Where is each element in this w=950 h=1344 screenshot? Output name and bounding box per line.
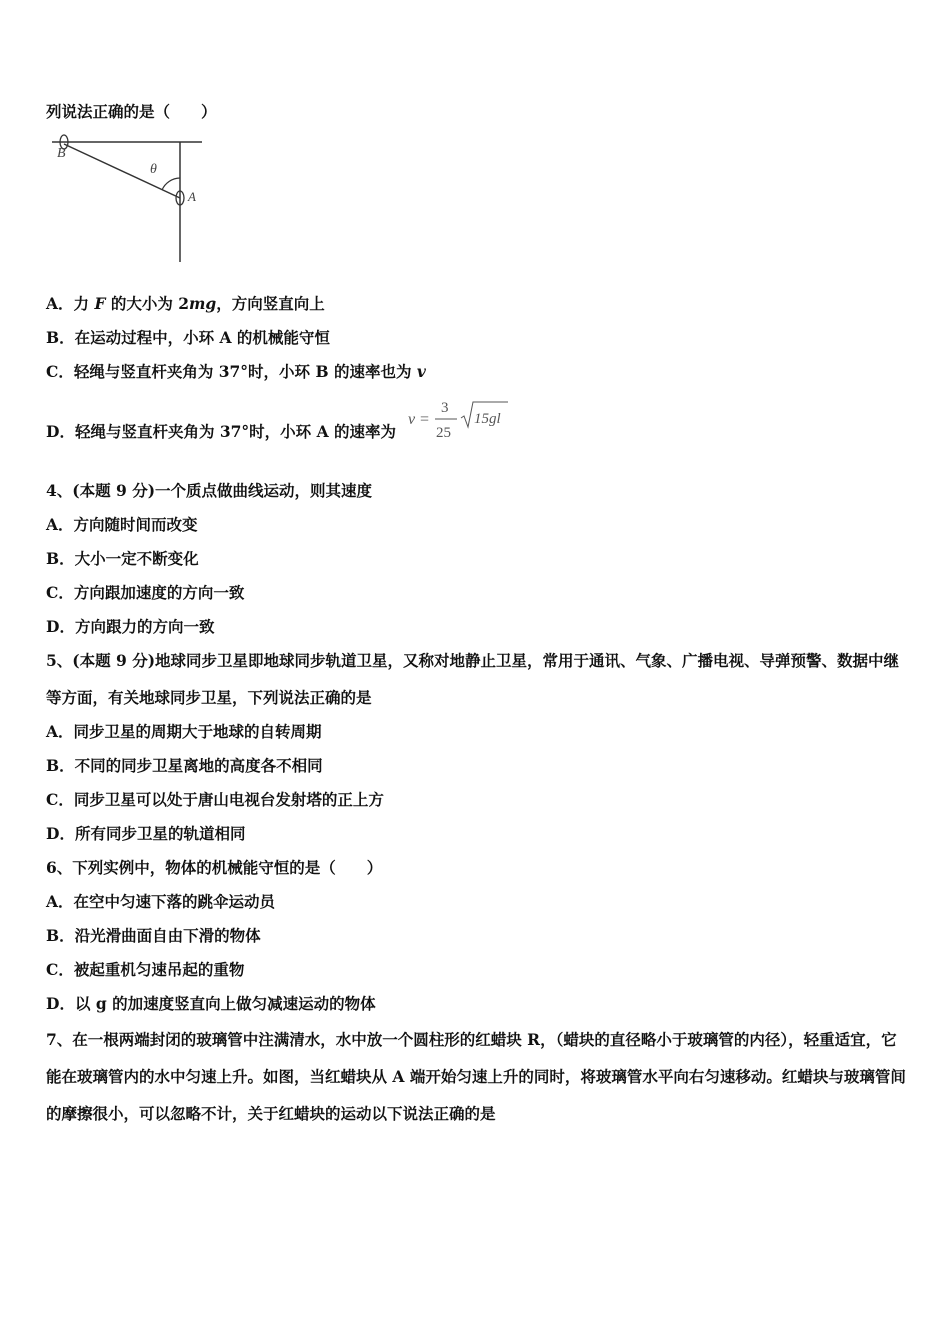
label-b: B	[57, 146, 66, 161]
question-stem-tail: 列说法正确的是（ ）	[46, 102, 217, 121]
q3-option-a: A．力 F 的大小为 2mg，方向竖直向上	[46, 294, 325, 313]
q3-option-c: C．轻绳与竖直杆夹角为 37°时，小环 B 的速率也为 v	[46, 362, 426, 381]
q7-stem: 7、在一根两端封闭的玻璃管中注满清水，水中放一个圆柱形的红蜡块 R，（蜡块的直径略小于玻璃管的内径），轻重适宜，它能在玻璃管内的水中匀速上升。如图，当红蜡块从 A 端开始匀速上升的同时，将玻璃管水平向右匀速移动。红蜡块与玻璃管间的摩擦很小，可以忽略不计，关于红蜡块的运动以下说法正确的是	[46, 1030, 906, 1123]
q6-stem: 6、下列实例中，物体的机械能守恒的是（ ）	[46, 858, 383, 877]
q6-option-d: D．以 g 的加速度竖直向上做匀减速运动的物体	[46, 994, 376, 1013]
svg-text:v: v	[408, 411, 416, 428]
q5-stem: 5、(本题 9 分)地球同步卫星即地球同步轨道卫星，又称对地静止卫星，常用于通讯、气象、广播电视、导弹预警、数据中继等方面，有关地球同步卫星，下列说法正确的是	[46, 651, 900, 707]
q4-option-b: B．大小一定不断变化	[46, 549, 199, 568]
q5-option-d: D．所有同步卫星的轨道相同	[46, 824, 246, 843]
q6-option-b: B．沿光滑曲面自由下滑的物体	[46, 926, 261, 945]
q4-option-a: A．方向随时间而改变	[46, 515, 198, 534]
speed-formula	[408, 398, 518, 444]
svg-text:=: =	[420, 411, 430, 428]
q3-option-b: B．在运动过程中，小环 A 的机械能守恒	[46, 328, 330, 347]
svg-text:25: 25	[436, 425, 451, 441]
q5-option-b: B．不同的同步卫星离地的高度各不相同	[46, 756, 323, 775]
angle-arc	[162, 178, 180, 190]
q4-option-c: C．方向跟加速度的方向一致	[46, 583, 245, 602]
q5-option-a: A．同步卫星的周期大于地球的自转周期	[46, 722, 322, 741]
q4-stem: 4、(本题 9 分)一个质点做曲线运动，则其速度	[46, 481, 373, 500]
label-a: A	[188, 189, 196, 204]
q6-option-c: C．被起重机匀速吊起的重物	[46, 960, 245, 979]
label-theta: θ	[150, 162, 157, 177]
svg-text:3: 3	[441, 400, 449, 416]
q4-option-d: D．方向跟力的方向一致	[46, 617, 215, 636]
q5-option-c: C．同步卫星可以处于唐山电视台发射塔的正上方	[46, 790, 384, 809]
q3-option-d: D．轻绳与竖直杆夹角为 37°时，小环 A 的速率为	[46, 422, 396, 441]
rod-rope-figure	[52, 130, 212, 265]
svg-text:15gl: 15gl	[474, 411, 501, 427]
q6-option-a: A．在空中匀速下落的跳伞运动员	[46, 892, 276, 911]
